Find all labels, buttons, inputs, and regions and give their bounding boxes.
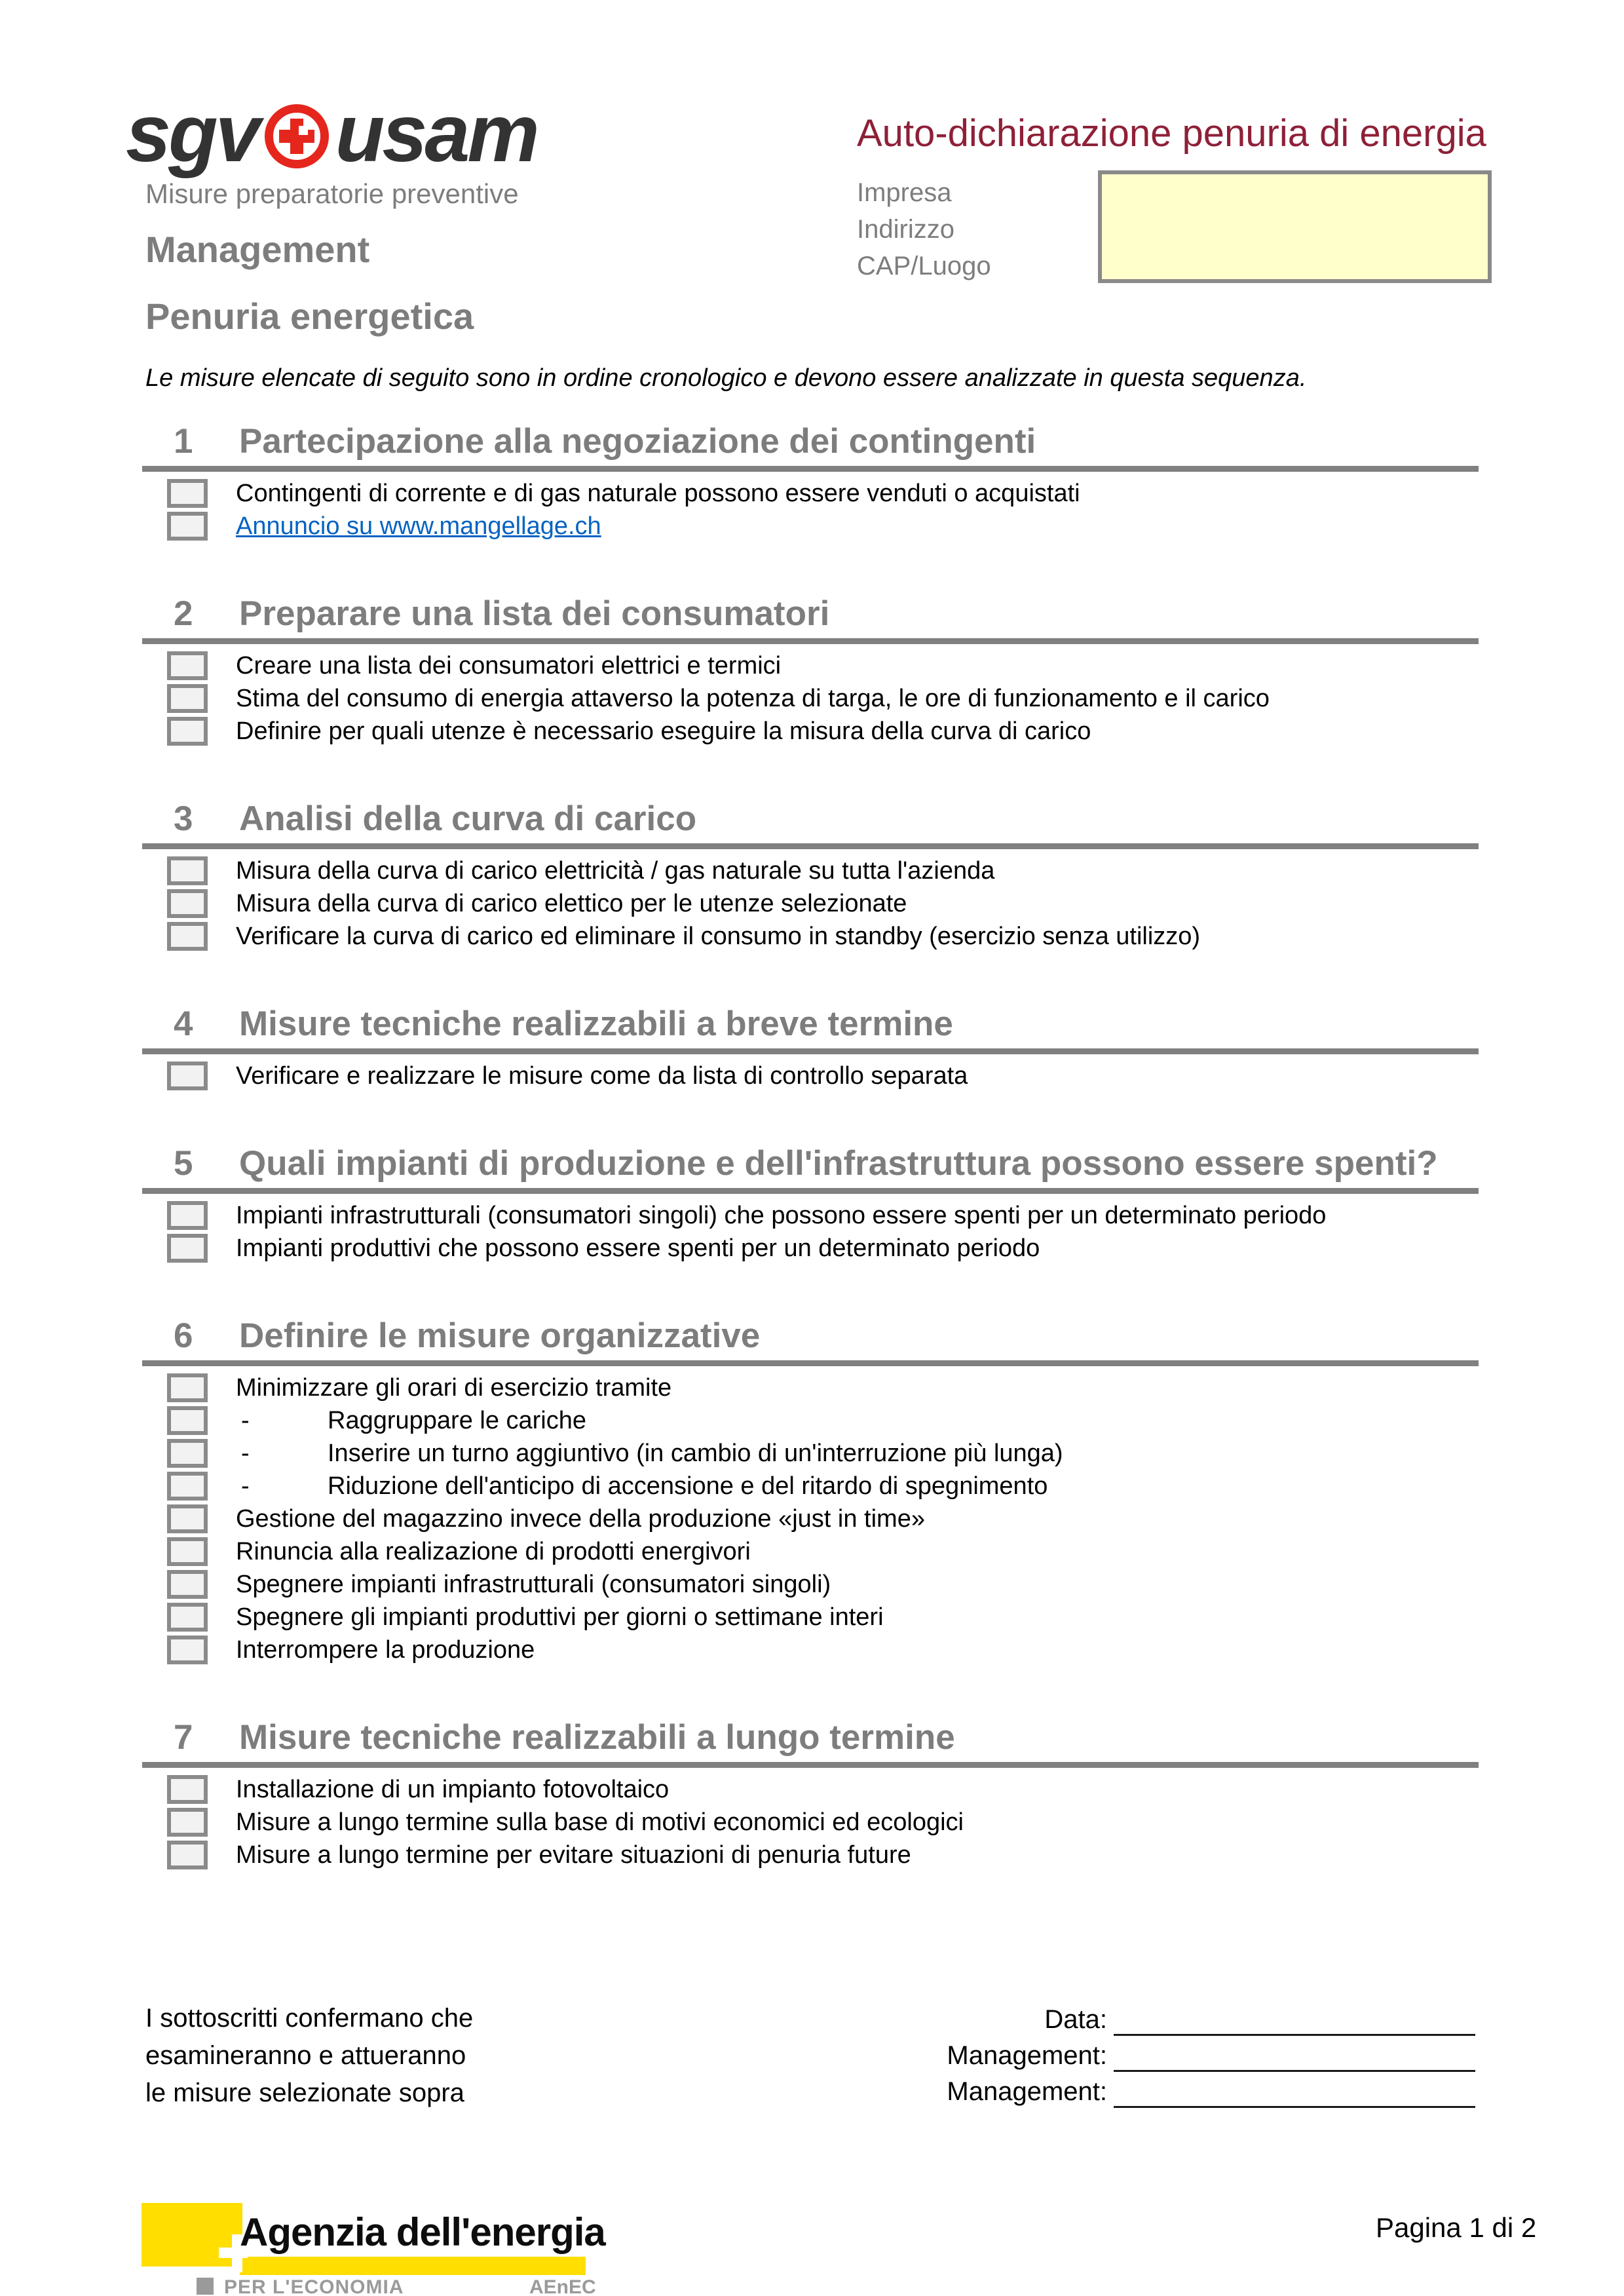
section-title: Analisi della curva di carico	[239, 799, 697, 838]
section-divider	[142, 1762, 1479, 1768]
checklist-item-text: Creare una lista dei consumatori elettrici e termici	[236, 652, 782, 679]
sgv-usam-logo	[126, 88, 537, 179]
section-title: Preparare una lista dei consumatori	[239, 594, 830, 633]
checklist-section	[0, 1318, 1624, 1667]
dash-bullet: -	[241, 1440, 250, 1467]
page-number: Pagina 1 di 2	[1376, 2212, 1537, 2243]
checkbox[interactable]	[167, 1841, 208, 1869]
checklist-row	[0, 888, 1624, 921]
section-items	[0, 478, 1624, 543]
checklist-item-text: Inserire un turno aggiuntivo (in cambio di un'interruzione più lunga)	[328, 1440, 1063, 1467]
checklist-item-text: Spegnere gli impianti produttivi per giorni o settimane interi	[236, 1603, 884, 1631]
checklist-item-text: Minimizzare gli orari di esercizio tramite	[236, 1374, 672, 1402]
section-items	[0, 1200, 1624, 1265]
checklist-item-text: Rinuncia alla realizazione di prodotti energivori	[236, 1538, 751, 1565]
checklist-row	[0, 1569, 1624, 1601]
section-number: 1	[174, 422, 193, 461]
checklist-section	[0, 1719, 1624, 1872]
checkbox[interactable]	[167, 1472, 208, 1501]
checklist-row	[0, 478, 1624, 510]
logo-gray-square	[197, 2278, 214, 2295]
section-heading	[0, 801, 1624, 837]
checklist-row	[0, 1470, 1624, 1503]
checklist-row	[0, 1200, 1624, 1233]
signature-input-line[interactable]	[1114, 2070, 1475, 2072]
logo-text-usam: usam	[335, 88, 537, 179]
section-divider	[142, 843, 1479, 849]
checkbox[interactable]	[167, 922, 208, 951]
checklist-section	[0, 423, 1624, 543]
section-heading	[0, 1006, 1624, 1043]
section-divider	[142, 466, 1479, 472]
checkbox[interactable]	[167, 479, 208, 508]
checklist-item-text: Misura della curva di carico elettricità / gas naturale su tutta l'azienda	[236, 857, 995, 885]
agency-title: Agenzia dell'energia	[240, 2210, 605, 2254]
header-subtitle: Misure preparatorie preventive	[145, 178, 519, 209]
checklist-row	[0, 683, 1624, 716]
checklist-item-text: Contingenti di corrente e di gas naturale possono essere venduti o acquistati	[236, 480, 1080, 507]
company-field-label: CAP/Luogo	[857, 252, 991, 280]
company-field-labels	[857, 174, 991, 284]
checkbox[interactable]	[167, 1201, 208, 1230]
section-title: Partecipazione alla negoziazione dei contingenti	[239, 422, 1036, 461]
section-heading	[0, 1318, 1624, 1354]
section-items	[0, 1774, 1624, 1872]
checkbox[interactable]	[167, 1537, 208, 1566]
hyperlink[interactable]: Annuncio su www.mangellage.ch	[236, 512, 601, 540]
section-title: Definire le misure organizzative	[239, 1316, 761, 1355]
dash-bullet: -	[241, 1472, 250, 1500]
checklist-row	[0, 921, 1624, 953]
checkbox[interactable]	[167, 651, 208, 680]
checklist-section	[0, 801, 1624, 953]
section-number: 6	[174, 1316, 193, 1355]
checklist-item-text: Misure a lungo termine sulla base di motivi economici ed ecologici	[236, 1808, 964, 1836]
checklist-item-text: Verificare e realizzare le misure come da lista di controllo separata	[236, 1062, 968, 1090]
signature-statement-line: I sottoscritti confermano che	[145, 2004, 474, 2033]
checklist-row	[0, 855, 1624, 888]
dash-bullet: -	[241, 1407, 250, 1434]
checkbox[interactable]	[167, 1603, 208, 1632]
checkbox[interactable]	[167, 1406, 208, 1435]
checklist-sections	[0, 423, 1624, 1924]
checklist-row	[0, 716, 1624, 748]
section-divider	[142, 1360, 1479, 1366]
section-heading	[0, 596, 1624, 632]
checklist-item-text: Riduzione dell'anticipo di accensione e del ritardo di spegnimento	[328, 1472, 1048, 1500]
agency-tagline: PER L'ECONOMIA	[224, 2276, 404, 2296]
checkbox[interactable]	[167, 1504, 208, 1533]
checklist-row	[0, 1601, 1624, 1634]
checklist-item-text: Installazione di un impianto fotovoltaico	[236, 1776, 670, 1803]
intro-note: Le misure elencate di seguito sono in ordine cronologico e devono essere analizzate in questa sequenza.	[145, 364, 1307, 392]
logo-yellow-bar	[240, 2257, 586, 2275]
checklist-item-text: Verificare la curva di carico ed eliminare il consumo in standby (esercizio senza utilizzo)	[236, 923, 1201, 950]
checklist-row	[0, 1774, 1624, 1807]
checklist-row	[0, 1807, 1624, 1839]
section-title: Quali impianti di produzione e dell'infrastruttura possono essere spenti?	[239, 1144, 1438, 1183]
checklist-row	[0, 1372, 1624, 1405]
signature-row	[0, 2076, 1624, 2110]
signature-label: Data:	[1044, 2005, 1107, 2034]
section-heading	[0, 1145, 1624, 1182]
checkbox[interactable]	[167, 1775, 208, 1804]
signature-input-line[interactable]	[1114, 2034, 1475, 2036]
section-title: Misure tecniche realizzabili a breve termine	[239, 1004, 953, 1043]
checklist-item-text: Interrompere la produzione	[236, 1636, 535, 1664]
section-items	[0, 1060, 1624, 1093]
checkbox[interactable]	[167, 1373, 208, 1402]
checklist-item-text: Impianti produttivi che possono essere spenti per un determinato periodo	[236, 1234, 1040, 1262]
section-divider	[142, 638, 1479, 644]
checklist-item-text: Spegnere impianti infrastrutturali (consumatori singoli)	[236, 1571, 831, 1598]
checklist-row	[0, 1839, 1624, 1872]
checklist-section	[0, 1006, 1624, 1093]
checklist-row	[0, 1233, 1624, 1265]
section-items	[0, 1372, 1624, 1667]
checklist-row	[0, 1634, 1624, 1667]
checklist-row	[0, 510, 1624, 543]
signature-row	[0, 2004, 1624, 2038]
page-title: Auto-dichiarazione penuria di energia	[857, 112, 1486, 155]
checklist-item-text: Raggruppare le cariche	[328, 1407, 587, 1434]
checkbox[interactable]	[167, 684, 208, 713]
agency-abbreviation: AEnEC	[529, 2276, 596, 2296]
company-info-input[interactable]	[1098, 170, 1492, 283]
checklist-row	[0, 1438, 1624, 1470]
checklist-row	[0, 650, 1624, 683]
section-number: 4	[174, 1004, 193, 1043]
checklist-section	[0, 596, 1624, 748]
section-divider	[142, 1048, 1479, 1054]
section-number: 7	[174, 1718, 193, 1757]
checklist-row	[0, 1536, 1624, 1569]
swiss-cross-icon	[265, 104, 329, 168]
signature-input-line[interactable]	[1114, 2106, 1475, 2108]
checkbox[interactable]	[167, 856, 208, 885]
signature-statement-line: le misure selezionate sopra	[145, 2078, 464, 2107]
agenzia-energia-logo	[142, 2196, 605, 2296]
section-heading	[0, 1719, 1624, 1756]
logo-text-sgv: sgv	[126, 88, 258, 179]
signature-row	[0, 2040, 1624, 2074]
company-field-label: Indirizzo	[857, 215, 954, 244]
section-items	[0, 650, 1624, 748]
checklist-item-text: Stima del consumo di energia attaverso la potenza di targa, le ore di funzionamento e il carico	[236, 685, 1270, 712]
signature-label: Management:	[947, 2077, 1107, 2106]
section-number: 5	[174, 1144, 193, 1183]
section-items	[0, 855, 1624, 953]
section-heading	[0, 423, 1624, 460]
checklist-item-text: Gestione del magazzino invece della produzione «just in time»	[236, 1505, 925, 1533]
checklist-item-text: Misura della curva di carico elettico per le utenze selezionate	[236, 890, 907, 917]
checkbox[interactable]	[167, 1570, 208, 1599]
checklist-row	[0, 1405, 1624, 1438]
header-penuria: Penuria energetica	[145, 296, 474, 337]
checklist-row	[0, 1060, 1624, 1093]
checklist-row	[0, 1503, 1624, 1536]
checklist-item-text: Impianti infrastrutturali (consumatori singoli) che possono essere spenti per un determinato periodo	[236, 1202, 1327, 1229]
checklist-item-link	[236, 512, 601, 541]
checkbox[interactable]	[167, 1234, 208, 1263]
checkbox[interactable]	[167, 1636, 208, 1664]
section-number: 2	[174, 594, 193, 633]
checkbox[interactable]	[167, 1062, 208, 1090]
checklist-item-text: Definire per quali utenze è necessario eseguire la misura della curva di carico	[236, 718, 1091, 745]
checkbox[interactable]	[167, 512, 208, 541]
checkbox[interactable]	[167, 889, 208, 918]
checklist-item-text: Misure a lungo termine per evitare situazioni di penuria future	[236, 1841, 911, 1869]
section-title: Misure tecniche realizzabili a lungo termine	[239, 1718, 955, 1757]
section-divider	[142, 1188, 1479, 1194]
header-management: Management	[145, 229, 370, 270]
signature-label: Management:	[947, 2041, 1107, 2070]
checkbox[interactable]	[167, 1439, 208, 1468]
checkbox[interactable]	[167, 1808, 208, 1837]
company-field-label: Impresa	[857, 178, 952, 207]
checkbox[interactable]	[167, 717, 208, 746]
checklist-section	[0, 1145, 1624, 1265]
signature-statement-line: esamineranno e attueranno	[145, 2041, 466, 2070]
section-number: 3	[174, 799, 193, 838]
